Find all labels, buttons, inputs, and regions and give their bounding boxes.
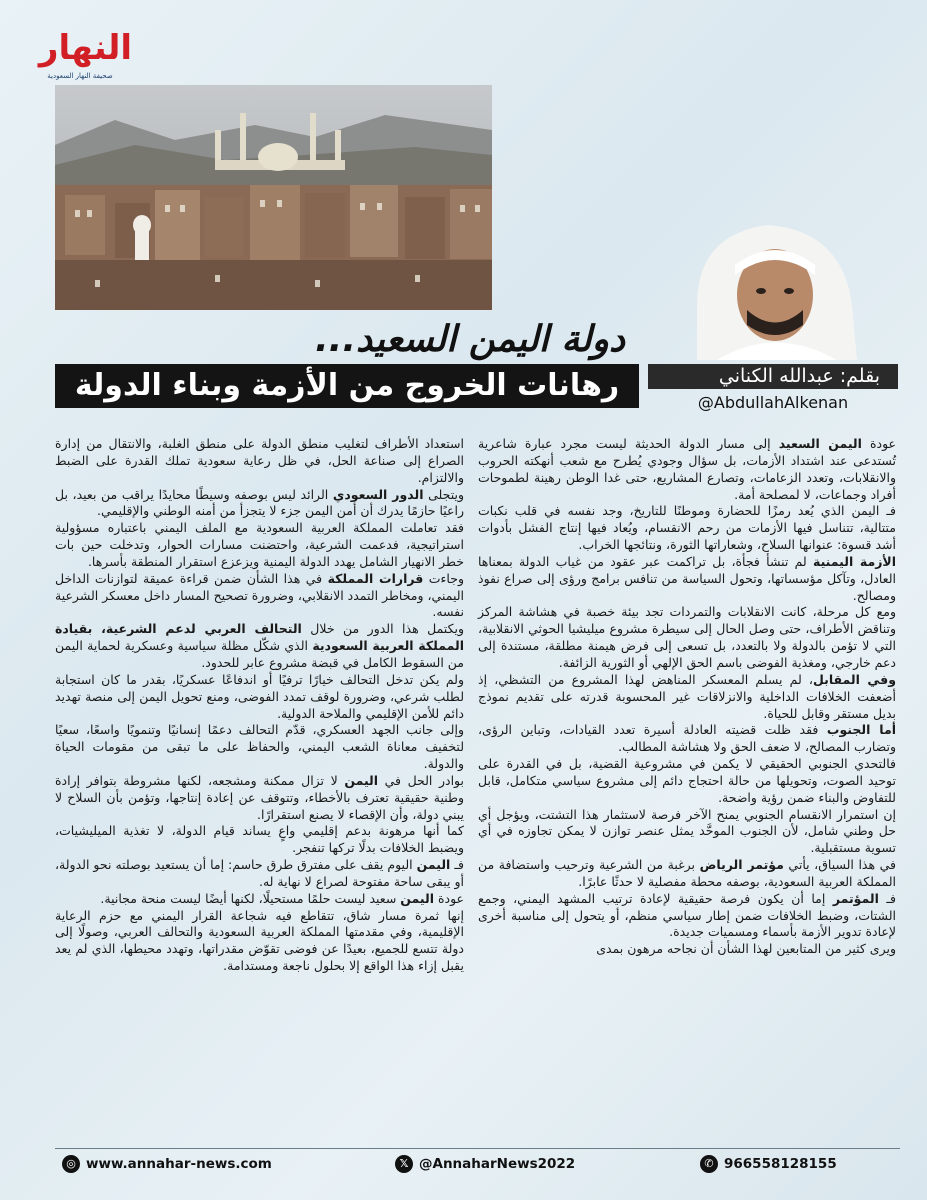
- website-link[interactable]: www.annahar-news.com: [86, 1156, 272, 1172]
- paragraph-lead: ويكتمل هذا الدور من خلال: [301, 621, 464, 637]
- paragraph: [55, 621, 464, 672]
- highlighted-term: اليمن السعيد: [778, 436, 862, 451]
- highlighted-term: الأزمة اليمنية: [813, 553, 896, 569]
- paragraph: [55, 891, 464, 908]
- x-logo-icon: 𝕏: [395, 1155, 413, 1173]
- paragraph-text: فـ اليمن الذي يُعد رمزًا للحضارة وموطنًا للتاريخ، وجد نفسه في قلب نكبات متتالية، تتناسل فيها الأزمات من رحم الانقسام، ويُعاد فيها إنتاج الفشل بأدوات أشد قسوة: عنوانها السلاح، وشعاراتها الثورة، ونتائجها الخراب.: [478, 503, 896, 553]
- paragraph: [478, 672, 896, 723]
- paragraph-lead: عودة: [433, 890, 464, 906]
- paragraph-text: إنها ثمرة مسار شاق، تتقاطع فيه شجاعة القرار اليمني مع حزم الرعاية الإقليمية، وفي مقدمتها المملكة العربية السعودية والتحالف العربي، وصولًا إلى دولة تتسع للجميع، بعيدًا عن فوضى تقوّض مقدراتها، وتهدد محيطها، الذي لم يعد يقبل إزاء هذا الواقع إلا بحلول ناجعة ومستدامة.: [55, 907, 464, 974]
- paragraph-text: اليوم يقف على مفترق طرق حاسم: إما أن يستعيد بوصلته نحو الدولة، أو يبقى ساحة مفتوحة لصراع لا نهاية له.: [55, 857, 464, 889]
- paragraph: [478, 941, 896, 958]
- author-handle: @AbdullahAlkenan: [697, 393, 849, 412]
- paragraph-text: سعيد ليست حلمًا مستحيلًا، لكنها أيضًا ليست منحة مجانية.: [100, 890, 401, 906]
- paragraph-text: فالتحدي الجنوبي الحقيقي لا يكمن في مشروعية القضية، بل في القدرة على توحيد الصوت، وتحويلها من حالة احتجاج دائم إلى مشروع سياسي متكامل، قابل للتفاوض والبناء ضمن رؤية واضحة.: [478, 756, 896, 805]
- paragraph-text: في هذا الشأن ضمن قراءة عميقة لتوازنات الداخل اليمني، ومخاطر التمدد الانقلابي، وضرورة تصحيح المسار داخل معسكر الشرعية نفسه.: [55, 570, 464, 620]
- paragraph: [55, 823, 464, 857]
- logo-subtitle: صحيفة النهار السعودية: [47, 72, 113, 80]
- footer-whatsapp[interactable]: [700, 1153, 837, 1175]
- paragraph-text: لا تزال ممكنة ومشجعه، لكنها مشروطة بتوافر إرادة وطنية حقيقية تعترف بالأخطاء، وتتوقف عن إعادة إنتاجها، وتؤمن بأن السلاح لا يبني دولة، وأن الإقصاء لا يصنع استقرارًا.: [55, 772, 464, 822]
- paragraph: [478, 756, 896, 807]
- paragraph-lead: بوادر الحل في: [378, 772, 464, 788]
- highlighted-term: مؤتمر الرياض: [699, 857, 784, 873]
- paragraph-text: ويرى كثير من المتابعين لهذا الشأن أن نجاحه مرهون بمدى: [596, 941, 896, 957]
- headline-line-2: رهانات الخروج من الأزمة وبناء الدولة: [74, 368, 620, 403]
- logo-brand: النهار: [38, 28, 132, 68]
- paragraph: [478, 604, 896, 671]
- paragraph: [478, 436, 896, 503]
- paragraph: [55, 857, 464, 891]
- highlighted-term: قرارات المملكة: [327, 570, 424, 586]
- highlighted-term: اليمن: [416, 857, 451, 873]
- paragraph-text: ومع كل مرحلة، كانت الانقلابات والتمردات تجد بيئة خصبة في هشاشة المركز وتناقض الأطراف، حتى وصل الحال إلى سيطرة مشروع ميليشيا الحوثي الانقلابية، التي لا تؤمن بالدولة ولا بالتعدد، بل تسعى إلى فرض هيمنة مطلقة، مستندة إلى دعم خارجي، ومغذية الفوضى باسم الحق الإلهي أو الثورية الزائفة.: [478, 604, 896, 670]
- paragraph-lead: فـ: [878, 890, 896, 906]
- article-column-right: [478, 436, 896, 958]
- paragraph-text: الرائد ليس بوصفه وسيطًا محايدًا يراقب من بعيد، بل راعيًا حازمًا يدرك أن أمن اليمن جزء لا يتجزأ من أمنه الوطني والإقليمي.: [55, 486, 464, 519]
- paragraph: [478, 891, 896, 942]
- paragraph: [478, 807, 896, 858]
- paragraph: [55, 672, 464, 723]
- sanaa-city-photo: [55, 85, 492, 310]
- highlighted-term: التحالف العربي لدعم الشرعية، بقيادة المملكة العربية السعودية: [55, 621, 464, 654]
- paragraph: [55, 908, 464, 975]
- highlighted-term: الدور السعودي: [332, 486, 424, 502]
- paragraph: [55, 722, 464, 773]
- paragraph-text: لم تنشأ فجأة، بل تراكمت عبر عقود من غياب الدولة بمعناها العادل، وتآكل مؤسساتها، وتحول السياسة من تنافس برامج ورؤى إلى صراع نفوذ ومصالح.: [478, 553, 896, 603]
- paragraph-text: وإلى جانب الجهد العسكري، قدّم التحالف دعمًا إنسانيًا وتنمويًا واسعًا، سعيًا لتخفيف معاناة الشعب اليمني، والحفاظ على ما تبقى من مقومات الحياة والدولة.: [55, 722, 464, 772]
- paragraph-lead: فـ: [450, 857, 464, 873]
- paragraph-lead: ويتجلى: [423, 486, 465, 502]
- paragraph: [478, 503, 896, 554]
- headline-line-1: دولة اليمن السعيد...: [314, 319, 626, 360]
- highlighted-term: وفي المقابل: [812, 671, 897, 687]
- paragraph-text: استعداد الأطراف لتغليب منطق الدولة على منطق الغلبة، والانتقال من إدارة الصراع إلى صناعة الحل، في ظل رعاية سعودية تملك القدرة على الضبط والالتزام.: [55, 436, 464, 485]
- paragraph: [478, 857, 896, 891]
- paragraph-text: إما أن يكون فرصة حقيقية لإعادة ترتيب المشهد اليمني، وجمع الشتات، وضبط الخلافات ضمن إطار سياسي منظم، أو يتحول إلى مناسبة أخرى لإعادة تدوير الأزمة بأسماء ومسميات جديدة.: [478, 890, 896, 940]
- city-photo-illustration: [55, 85, 492, 310]
- footer-twitter[interactable]: [395, 1153, 575, 1175]
- paragraph: [478, 554, 896, 605]
- paragraph-text: فقد ظلت قضيته العادلة أسيرة تعدد القيادات، وتباين الرؤى، وتضارب المصالح، لا ضعف الحق ولا هشاشة المطالب.: [478, 722, 896, 755]
- paragraph-text: الذي شكّل مظلة سياسية وعسكرية لحماية اليمن من السقوط الكامل في قبضة مشروع عابر للحدود.: [55, 638, 464, 670]
- highlighted-term: اليمن: [400, 890, 434, 906]
- paragraph-text: ولم يكن تدخل التحالف خيارًا ترفيًا أو اندفاعًا عسكريًا، بقدر ما كان استجابة لطلب شرعي، وضرورة لوقف تمدد الفوضى، ومنع تحويل اليمن إلى منصة تهديد دائم للأمن الإقليمي والملاحة الدولية.: [55, 671, 464, 721]
- paragraph-lead: عودة: [861, 436, 897, 451]
- paragraph: [55, 487, 464, 521]
- highlighted-term: أما الجنوب: [826, 722, 896, 738]
- paragraph: [55, 436, 464, 487]
- author-portrait-illustration: [657, 215, 897, 360]
- footer-divider: [55, 1148, 900, 1149]
- whatsapp-icon: ✆: [700, 1155, 718, 1173]
- paragraph-lead: في هذا السياق، يأتي: [783, 857, 896, 873]
- logo: [30, 28, 160, 86]
- paragraph: [55, 571, 464, 622]
- paragraph: [55, 520, 464, 571]
- paragraph: [55, 773, 464, 824]
- highlighted-term: اليمن: [344, 772, 379, 788]
- paragraph-text: إن استمرار الانقسام الجنوبي يمنح الآخر فرصة لاستثمار هذا التشتت، ويؤجل أي حل وطني شامل، لأن الجنوب الموحَّد يمثل عنصر توازن لا يمكن تجاوزه في أي تسوية مستقبلية.: [478, 806, 896, 856]
- globe-icon: ◎: [62, 1155, 80, 1173]
- paragraph-text: فقد تعاملت المملكة العربية السعودية مع الملف اليمني باعتباره مسؤولية استراتيجية، فدعمت الشرعية، واحتضنت مسارات الحوار، وتدخلت حين بات خطر الانهيار الشامل يهدد الدولة اليمنية ويزعزع استقرار المنطقة بأسرها.: [55, 520, 464, 569]
- paragraph-text: إلى مسار الدولة الحديثة ليست مجرد عبارة شاعرية تُستدعى عند اشتداد الأزمات، بل سؤال وجودي يُطرح مع شعب أنهكته الحروب والانقلابات، وتعدد الزعامات، وتصارع المشاريع، حتى غدا الوطن رهينة لطموحات أفراد وجماعات، لا لمصلحة أمة.: [478, 436, 896, 502]
- author-byline: بقلم: عبدالله الكناني: [648, 364, 898, 389]
- paragraph-text: كما أنها مرهونة بدعم إقليمي واعٍ يساند قيام الدولة، لا تغذية الميليشيات، ويضبط الخلافات بدلًا تركها تنفجر.: [55, 823, 464, 856]
- footer-website[interactable]: [62, 1153, 272, 1175]
- twitter-handle[interactable]: @AnnaharNews2022: [419, 1156, 576, 1172]
- paragraph-text: برغبة من الشرعية وترحيب واستضافة من المملكة العربية السعودية، بوصفه محطة مفصلية لا حدثًا عابرًا.: [478, 857, 896, 889]
- paragraph: [478, 722, 896, 756]
- article-column-left: [55, 436, 464, 975]
- highlighted-term: المؤتمر: [832, 890, 879, 906]
- author-photo: [657, 215, 897, 360]
- paragraph-lead: وجاءت: [423, 570, 464, 586]
- paragraph-text: ، لم يسلم المعسكر المناهض لهذا المشروع من التشظي، إذ أضعفت الخلافات الداخلية والانزلاقات غير المحسوبة قدرته على تقديم نموذج بديل مستقر وقابل للحياة.: [478, 671, 896, 721]
- whatsapp-number[interactable]: 966558128155: [724, 1156, 837, 1172]
